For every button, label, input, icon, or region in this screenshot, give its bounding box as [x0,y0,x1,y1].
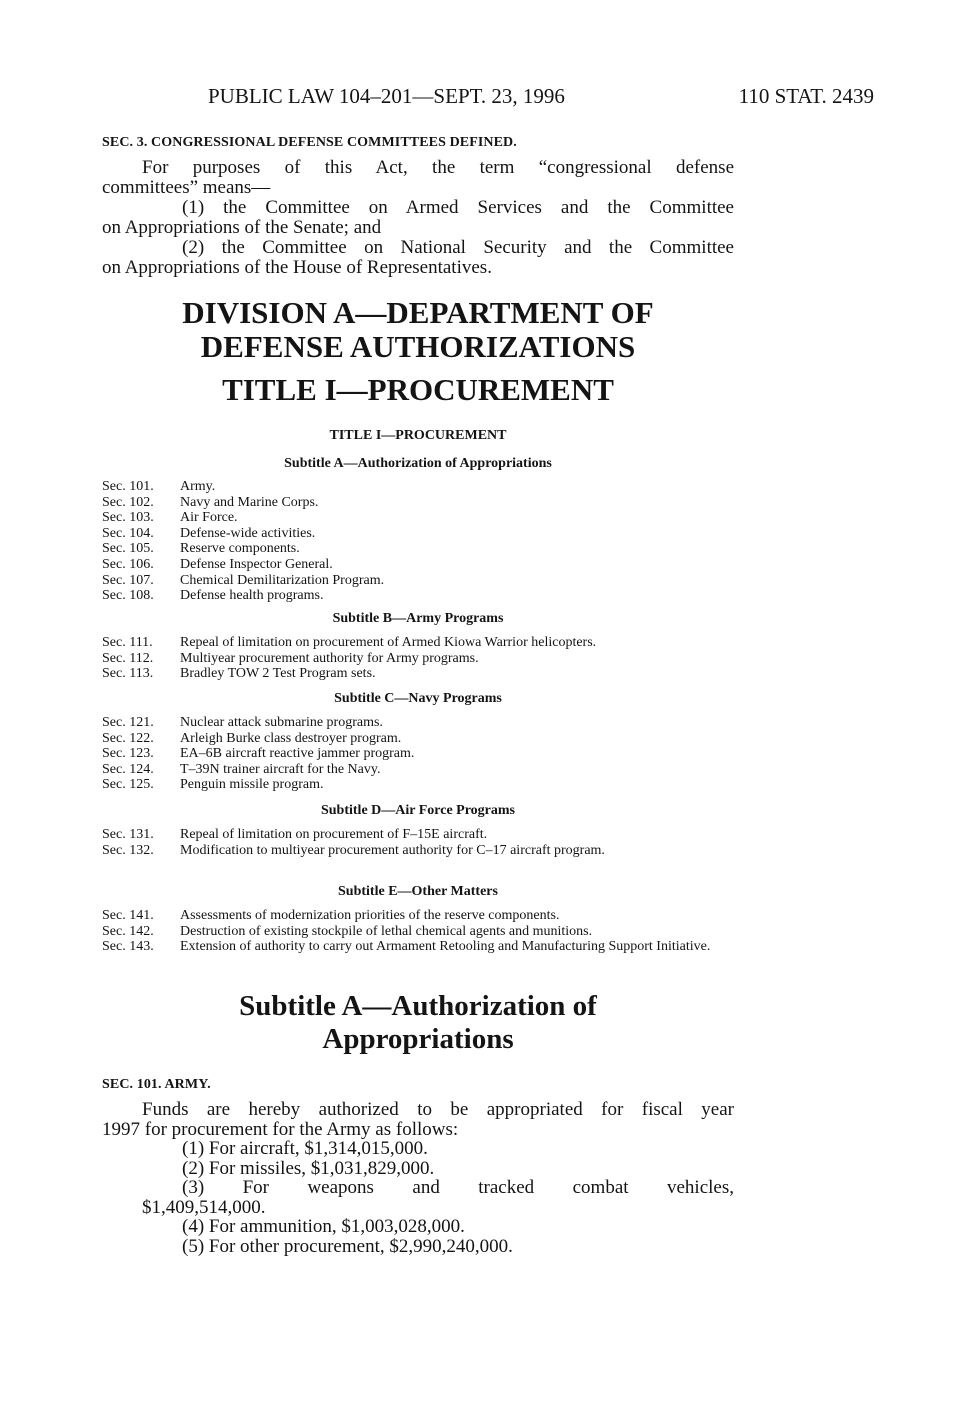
toc-sec-title: Penguin missile program. [180,777,324,793]
toc-title: TITLE I—PROCUREMENT [329,428,507,443]
toc-row [102,526,734,542]
toc-subtitle-d-list [102,827,734,858]
toc-subtitle-b-list [102,635,734,682]
sec101-item3-line2: $1,409,514,000. [142,1196,266,1218]
toc-sec-title: Defense-wide activities. [180,525,316,541]
page-header [208,84,874,109]
toc-row [102,843,734,859]
toc-row [102,777,734,793]
subtitle-a-line2: Appropriations [322,1023,514,1055]
toc-subtitle-b-heading: Subtitle B—Army Programs [332,611,504,626]
toc-sec-num: Sec. 132. [102,842,154,858]
toc-row [102,939,734,955]
toc-subtitle-a-heading: Subtitle A—Authorization of Appropriations [284,456,552,471]
toc-sec-num: Sec. 103. [102,510,154,526]
toc-row [102,635,734,651]
toc-sec-title: Reserve components. [180,541,300,557]
toc-sec-title: Repeal of limitation on procurement of F–15E aircraft. [180,827,488,842]
sec3-heading: SEC. 3. CONGRESSIONAL DEFENSE COMMITTEES DEFINED. [102,135,517,150]
toc-subtitle-d-heading: Subtitle D—Air Force Programs [320,803,516,818]
sec101-heading: SEC. 101. ARMY. [102,1077,211,1092]
toc-sec-title: Modification to multiyear procurement authority for C–17 aircraft program. [180,842,605,858]
division-line1: DIVISION A—DEPARTMENT OF [182,295,654,330]
toc-subtitle-e-list [102,908,734,955]
toc-sec-num: Sec. 111. [102,635,153,650]
toc-sec-title: EA–6B aircraft reactive jammer program. [180,746,415,762]
toc-sec-title: Bradley TOW 2 Test Program sets. [180,666,376,682]
sec3-item1-line2: on Appropriations of the Senate; and [102,217,382,238]
toc-sec-title: Extension of authority to carry out Armament Retooling and Manufacturing Support Initiative. [180,939,711,955]
toc-sec-title: Repeal of limitation on procurement of Armed Kiowa Warrior helicopters. [180,635,597,650]
toc-row [102,827,734,843]
sec101-intro-line1: Funds are hereby authorized to be appropriated for fiscal year [142,1099,734,1120]
toc-sec-title: Arleigh Burke class destroyer program. [180,730,402,746]
sec101-body [102,1100,734,1256]
toc-sec-title: Air Force. [180,510,238,526]
toc-sec-num: Sec. 142. [102,923,154,939]
sec3-intro-line2: committees” means— [102,177,271,198]
sec3-item2-line1: (2) the Committee on National Security and the Committee [182,237,734,258]
toc-row [102,573,734,589]
toc-sec-num: Sec. 131. [102,827,154,842]
toc-row [102,746,734,762]
toc-row [102,731,734,747]
toc-sec-title: Destruction of existing stockpile of lethal chemical agents and munitions. [180,923,593,939]
toc-sec-title: Assessments of modernization priorities of the reserve components. [180,908,560,923]
toc-row [102,510,734,526]
toc-row [102,715,734,731]
sec3-body [102,158,734,278]
toc-sec-num: Sec. 107. [102,572,154,588]
sec101-intro-line2: 1997 for procurement for the Army as follows: [102,1118,459,1140]
title-heading: TITLE I—PROCUREMENT [222,372,614,407]
toc-sec-title: Multiyear procurement authority for Army programs. [180,650,479,666]
subtitle-a-line1: Subtitle A—Authorization of [239,990,597,1022]
subtitle-a-heading [102,990,734,1056]
toc-sec-num: Sec. 141. [102,908,154,923]
toc-sec-num: Sec. 112. [102,650,154,666]
toc-sec-num: Sec. 124. [102,761,154,777]
toc-sec-title: Nuclear attack submarine programs. [180,715,383,730]
toc-sec-num: Sec. 105. [102,541,154,557]
toc-sec-title: Defense Inspector General. [180,556,333,572]
sec101-item1: (1) For aircraft, $1,314,015,000. [182,1138,428,1159]
sec3-item1-line1: (1) the Committee on Armed Services and the Committee [182,197,734,218]
header-citation: PUBLIC LAW 104–201—SEPT. 23, 1996 [208,84,565,108]
toc-sec-num: Sec. 106. [102,556,154,572]
toc-row [102,557,734,573]
toc-row [102,495,734,511]
toc-sec-title: Defense health programs. [180,588,324,604]
toc-row [102,666,734,682]
toc-sec-num: Sec. 123. [102,746,154,762]
sec101-item4: (4) For ammunition, $1,003,028,000. [182,1216,465,1237]
division-heading [102,296,734,364]
toc-row [102,479,734,495]
toc-subtitle-c-list [102,715,734,793]
toc-row [102,908,734,924]
toc-sec-num: Sec. 143. [102,939,154,955]
toc-row [102,588,734,604]
toc-sec-num: Sec. 113. [102,666,154,682]
toc-row [102,541,734,557]
toc-subtitle-e-heading: Subtitle E—Other Matters [338,884,498,899]
toc-sec-num: Sec. 121. [102,715,154,730]
toc-sec-title: Navy and Marine Corps. [180,494,319,510]
toc-sec-num: Sec. 108. [102,588,154,604]
header-stat-page: 110 STAT. 2439 [738,84,874,108]
toc-sec-num: Sec. 104. [102,525,154,541]
toc-sec-num: Sec. 101. [102,479,154,494]
sec3-intro-line1: For purposes of this Act, the term “congressional defense [142,157,734,178]
sec3-item2-line2: on Appropriations of the House of Representatives. [102,257,492,278]
toc-subtitle-c-heading: Subtitle C—Navy Programs [334,691,502,706]
toc-sec-num: Sec. 125. [102,777,154,793]
division-line2: DEFENSE AUTHORIZATIONS [200,329,636,364]
sec101-item5: (5) For other procurement, $2,990,240,000. [182,1235,513,1257]
toc-row [102,651,734,667]
toc-sec-title: Chemical Demilitarization Program. [180,572,385,588]
toc-sec-num: Sec. 122. [102,730,154,746]
sec101-item3-line1: (3) For weapons and tracked combat vehicles, [182,1177,734,1198]
toc-row [102,762,734,778]
toc-sec-title: T–39N trainer aircraft for the Navy. [180,761,381,777]
sec101-item2: (2) For missiles, $1,031,829,000. [182,1157,435,1179]
toc-sec-num: Sec. 102. [102,494,154,510]
toc-sec-title: Army. [180,479,216,494]
toc-subtitle-a-list [102,479,734,604]
toc-row [102,924,734,940]
